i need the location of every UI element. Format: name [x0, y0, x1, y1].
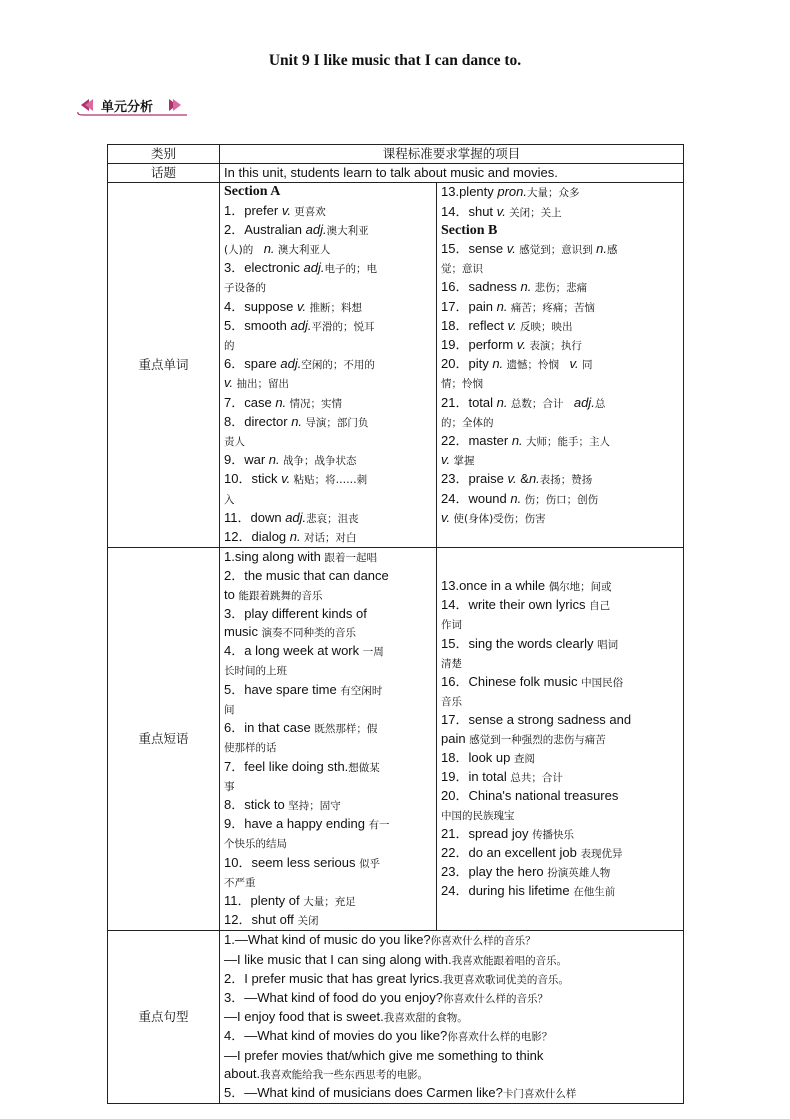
word-text: 推断；料想: [306, 301, 362, 314]
word-text: 导演；部门负: [302, 416, 369, 429]
phrases-left-cell: [220, 548, 437, 931]
english-text: 20．China's national treasures: [441, 788, 619, 804]
words-category: 重点单词: [108, 183, 220, 548]
word-text: 总数；合计: [507, 397, 574, 410]
part-of-speech: n.: [596, 241, 607, 257]
sentence-line: [224, 970, 679, 989]
english-text: 9．have a happy ending: [224, 816, 369, 832]
word-text: 对话；对白: [300, 532, 357, 545]
word-line: [224, 355, 432, 374]
words-right-list: [441, 240, 679, 528]
unit-analysis-badge: [75, 94, 189, 116]
english-text: 4．a long week at work: [224, 643, 363, 659]
word-text: 22．master: [441, 433, 512, 449]
chinese-gloss: 有一: [368, 819, 390, 832]
word-line: [224, 202, 432, 221]
word-line: [441, 278, 679, 297]
english-text: 18．look up: [441, 749, 514, 765]
english-text: 19．in total: [441, 769, 511, 785]
sentence-line: [224, 1008, 679, 1027]
sentence-line: [224, 931, 679, 950]
part-of-speech: n.: [496, 394, 508, 410]
word-text: 责人: [224, 436, 245, 449]
part-of-speech: adj.: [303, 260, 325, 276]
english-text: 8．stick to: [224, 796, 289, 812]
chinese-gloss: 表现优异: [580, 847, 623, 860]
phrases-right-cell: [437, 548, 684, 931]
phrase-line: [224, 661, 432, 680]
word-text: 情况；实情: [286, 397, 342, 410]
english-text: —I like music that I can sing along with.: [224, 951, 452, 967]
word-text: 反映；映出: [516, 320, 573, 333]
word-line: [441, 394, 679, 413]
chinese-gloss: 长时间的上班: [224, 665, 287, 678]
word-line: [224, 394, 432, 413]
chinese-gloss: 清楚: [441, 657, 462, 670]
badge-label: 单元分析: [101, 99, 154, 114]
english-text: 4．—What kind of movies do you like?: [224, 1028, 448, 1044]
sentence-line: [224, 989, 679, 1008]
phrase-line: [441, 577, 679, 596]
english-text: 15．sing the words clearly: [441, 635, 598, 651]
part-of-speech: n.: [510, 490, 522, 506]
word-line: [224, 221, 432, 240]
word-text: 4．suppose: [224, 298, 297, 314]
word-text: &: [516, 471, 529, 487]
chinese-gloss: 总共；合计: [510, 772, 563, 785]
word-line: [224, 490, 432, 509]
part-of-speech: v.: [506, 241, 516, 257]
word-text: 感: [606, 244, 618, 257]
word-line: [224, 509, 432, 528]
sentence-line: [224, 1027, 679, 1046]
phrase-line: [224, 796, 432, 815]
english-text: 10．seem less serious: [224, 854, 360, 870]
word-line: [441, 432, 679, 451]
part-of-speech: n.: [263, 241, 275, 257]
english-text: 2．the music that can dance: [224, 568, 389, 584]
phrase-line: [224, 605, 432, 623]
phrase-line: [441, 654, 679, 673]
word-text: 大量；众多: [527, 187, 580, 200]
word-text: 大师；能手；主人: [522, 436, 610, 449]
english-text: 3．—What kind of food do you enjoy?: [224, 989, 443, 1005]
word-text: 更喜欢: [290, 205, 326, 218]
phrase-line: [441, 882, 679, 901]
word-text: 13.plenty: [441, 184, 498, 200]
sentence-line: [224, 1065, 679, 1084]
word-line: [441, 298, 679, 317]
word-line: [224, 278, 432, 297]
sentence-line: [224, 1084, 679, 1103]
part-of-speech: v.: [569, 356, 579, 372]
phrase-line: [224, 738, 432, 757]
word-text: 遗憾；怜悯: [503, 359, 570, 372]
word-line: [441, 203, 679, 222]
english-text: 22．do an excellent job: [441, 844, 581, 860]
word-text: 16．sadness: [441, 279, 521, 295]
word-line: [224, 528, 432, 547]
phrase-line: [224, 911, 432, 930]
word-text: 总: [594, 397, 606, 410]
phrase-line: [224, 700, 432, 719]
phrase-line: [224, 623, 432, 642]
words-right-cell: [437, 183, 684, 548]
chinese-gloss: 大量；充足: [303, 895, 356, 908]
word-text: 澳大利亚人: [274, 244, 331, 257]
chinese-gloss: 查阅: [514, 752, 535, 765]
chinese-gloss: 感觉到一种强烈的悲伤与痛苦: [469, 733, 606, 746]
part-of-speech: n.: [492, 356, 504, 372]
chinese-gloss: 似乎: [359, 857, 381, 870]
part-of-speech: v.: [281, 202, 291, 218]
part-of-speech: adj.: [280, 356, 302, 372]
part-of-speech: v.: [507, 471, 517, 487]
word-text: 入: [224, 493, 235, 506]
english-text: 2．I prefer music that has great lyrics.: [224, 970, 443, 986]
phrase-line: [224, 642, 432, 661]
chinese-gloss: 偶尔地；间或: [548, 581, 612, 594]
word-text: 电子的；电: [324, 263, 377, 276]
phrase-line: [224, 854, 432, 873]
phrases-right-list: [441, 577, 679, 901]
word-text: 觉；意识: [441, 263, 483, 276]
phrase-line: [224, 567, 432, 585]
syllabus-table: [107, 144, 684, 1104]
word-text: 23．praise: [441, 471, 508, 487]
chinese-gloss: 你喜欢什么样的音乐？: [430, 935, 536, 948]
phrase-line: [224, 815, 432, 834]
word-text: 痛苦；疼痛；苦恼: [507, 301, 595, 314]
word-line: [224, 336, 432, 355]
sentences-row: [108, 931, 684, 1104]
english-text: 21．spread joy: [441, 825, 533, 841]
word-text: 粘贴；将……刺: [290, 474, 368, 487]
chinese-gloss: 我喜欢能跟着唱的音乐。: [451, 954, 568, 967]
english-text: 3．play different kinds of: [224, 605, 367, 621]
chinese-gloss: 扮演英雄人物: [547, 867, 611, 880]
words-left-list: [224, 202, 432, 548]
part-of-speech: n.: [291, 413, 303, 429]
phrase-line: [224, 586, 432, 605]
phrase-line: [224, 873, 432, 892]
english-text: —I prefer movies that/which give me something to think: [224, 1047, 544, 1063]
word-line: [224, 240, 432, 259]
sentences-list: [224, 931, 679, 1103]
part-of-speech: v.: [496, 203, 506, 219]
part-of-speech: pron.: [497, 184, 528, 200]
phrase-line: [224, 834, 432, 853]
english-text: pain: [441, 730, 470, 746]
phrase-line: [441, 787, 679, 805]
word-text: 12．dialog: [224, 529, 290, 545]
word-line: [224, 317, 432, 336]
english-text: 13.once in a while: [441, 578, 549, 594]
english-text: 12．shut off: [224, 912, 298, 928]
chinese-gloss: 关闭: [297, 915, 319, 928]
part-of-speech: n.: [289, 529, 301, 545]
chinese-gloss: 个快乐的结局: [224, 838, 287, 851]
word-line: [441, 413, 679, 432]
chinese-gloss: 既然那样；假: [314, 723, 378, 736]
word-line: [224, 432, 432, 451]
chinese-gloss: 使那样的话: [224, 742, 277, 755]
chinese-gloss: 音乐: [441, 696, 462, 709]
word-text: 2．Australian: [224, 221, 306, 237]
word-text: 子设备的: [224, 282, 266, 295]
phrase-line: [441, 673, 679, 692]
part-of-speech: adj.: [285, 509, 307, 525]
word-text: 悲哀；沮丧: [306, 512, 359, 525]
word-text: 平滑的；悦耳: [311, 320, 375, 333]
chinese-gloss: 卡门喜欢什么样: [502, 1087, 577, 1100]
english-text: about.: [224, 1065, 261, 1081]
word-line: [441, 183, 679, 202]
chinese-gloss: 中国民俗: [581, 677, 624, 690]
word-line: [224, 374, 432, 393]
chinese-gloss: 一周: [362, 646, 384, 659]
english-text: 11．plenty of: [224, 892, 304, 908]
phrase-line: [441, 806, 679, 825]
chinese-gloss: 传播快乐: [532, 828, 575, 841]
word-text: 空闲的；不用的: [301, 359, 375, 372]
english-text: music: [224, 624, 262, 640]
word-text: 21．total: [441, 394, 497, 410]
topic-category: 话题: [108, 164, 220, 183]
english-text: 5．—What kind of musicians does Carmen like?: [224, 1084, 503, 1100]
english-text: —I enjoy food that is sweet.: [224, 1009, 384, 1025]
word-line: [441, 509, 679, 528]
phrase-line: [441, 730, 679, 749]
table-header-row: [108, 145, 684, 164]
chinese-gloss: 你喜欢什么样的音乐？: [442, 992, 548, 1005]
word-line: [224, 298, 432, 317]
sentences-category: 重点句型: [108, 931, 220, 1104]
word-line: [441, 317, 679, 336]
word-line: [224, 259, 432, 278]
part-of-speech: v.: [281, 471, 291, 487]
word-line: [441, 374, 679, 393]
phrase-line: [224, 777, 432, 796]
phrase-line: [441, 749, 679, 768]
header-items: 课程标准要求掌握的项目: [220, 145, 684, 164]
word-text: 表演；执行: [526, 340, 582, 353]
part-of-speech: adj.: [290, 317, 312, 333]
english-text: to: [224, 586, 239, 602]
phrase-line: [224, 719, 432, 738]
word-text: 19．perform: [441, 337, 517, 353]
chinese-gloss: 不严重: [224, 876, 256, 889]
word-text: 11．down: [224, 509, 286, 525]
chinese-gloss: 自己: [589, 600, 611, 613]
word-line: [441, 336, 679, 355]
word-text: 1．prefer: [224, 202, 282, 218]
word-text: 的；全体的: [441, 416, 494, 429]
word-text: 伤；伤口；创伤: [521, 493, 599, 506]
phrase-line: [441, 844, 679, 863]
chinese-gloss: 唱词: [597, 638, 619, 651]
phrase-line: [441, 615, 679, 634]
word-text: 表扬；赞扬: [539, 474, 593, 487]
word-line: [224, 451, 432, 470]
chinese-gloss: 间: [224, 703, 235, 716]
english-text: 1.sing along with: [224, 549, 325, 565]
word-text: 20．pity: [441, 356, 493, 372]
word-text: 悲伤；悲痛: [531, 282, 588, 295]
words-right-top-list: [441, 183, 679, 221]
chinese-gloss: 中国的民族瑰宝: [441, 809, 515, 822]
chinese-gloss: 能跟着跳舞的音乐: [238, 589, 323, 602]
chinese-gloss: 我更喜欢歌词优美的音乐。: [442, 973, 569, 986]
word-text: 18．reflect: [441, 317, 508, 333]
chinese-gloss: 我喜欢能给我一些东西思考的电影。: [260, 1068, 429, 1081]
english-text: 14．write their own lyrics: [441, 597, 590, 613]
word-text: 3．electronic: [224, 260, 304, 276]
phrase-line: [224, 892, 432, 911]
word-text: 14．shut: [441, 203, 497, 219]
word-line: [441, 470, 679, 489]
part-of-speech: v.: [441, 509, 451, 525]
chinese-gloss: 在他生前: [573, 886, 616, 899]
english-text: 16．Chinese folk music: [441, 674, 582, 690]
word-text: 的: [224, 340, 235, 353]
english-text: 6．in that case: [224, 720, 315, 736]
chinese-gloss: 我喜欢甜的食物。: [383, 1012, 468, 1025]
word-text: 同: [578, 359, 593, 372]
phrase-line: [224, 758, 432, 777]
word-line: [441, 490, 679, 509]
sentence-line: [224, 951, 679, 970]
word-text: 抽出；留出: [233, 378, 289, 391]
topic-text: In this unit, students learn to talk about music and movies.: [220, 164, 684, 183]
phrase-line: [441, 692, 679, 711]
page-title: Unit 9 I like music that I can dance to.: [268, 52, 522, 69]
word-text: 5．smooth: [224, 317, 291, 333]
topic-row: [108, 164, 684, 183]
phrase-line: [224, 681, 432, 700]
word-text: 关闭；关上: [505, 206, 562, 219]
phrase-line: [441, 596, 679, 615]
part-of-speech: n.: [528, 471, 540, 487]
word-text: 情；怜悯: [441, 378, 483, 391]
word-text: 感觉到；意识到: [515, 244, 597, 257]
word-line: [441, 451, 679, 470]
part-of-speech: v.: [297, 298, 307, 314]
part-of-speech: adj.: [305, 221, 327, 237]
phrase-line: [441, 711, 679, 729]
word-line: [441, 240, 679, 259]
english-text: 5．have spare time: [224, 681, 341, 697]
chinese-gloss: 跟着一起唱: [324, 552, 377, 565]
header-category: 类别: [108, 145, 220, 164]
chinese-gloss: 你喜欢什么样的电影？: [447, 1031, 553, 1044]
phrase-line: [224, 548, 432, 567]
word-line: [441, 259, 679, 278]
english-text: 7．feel like doing sth.: [224, 758, 349, 774]
part-of-speech: n.: [496, 298, 508, 314]
word-text: 15．sense: [441, 241, 507, 257]
word-text: 8．director: [224, 413, 292, 429]
word-text: 澳大利亚: [326, 224, 369, 237]
chinese-gloss: 有空闲时: [340, 684, 383, 697]
word-line: [224, 413, 432, 432]
word-text: 使(身体)受伤；伤害: [450, 512, 546, 525]
chinese-gloss: 坚持；固守: [288, 799, 341, 812]
section-b-heading: Section B: [441, 222, 498, 238]
word-line: [224, 470, 432, 489]
part-of-speech: v.: [516, 337, 527, 353]
phrase-line: [441, 768, 679, 787]
part-of-speech: n.: [520, 279, 532, 295]
english-text: 24．during his lifetime: [441, 883, 574, 899]
sentence-line: [224, 1047, 679, 1065]
word-text: 24．wound: [441, 490, 511, 506]
words-left-cell: [220, 183, 437, 548]
english-text: 17．sense a strong sadness and: [441, 712, 632, 728]
word-text: 掌握: [450, 455, 475, 468]
phrase-line: [441, 863, 679, 882]
word-text: 10．stick: [224, 471, 282, 487]
word-line: [441, 355, 679, 374]
chinese-gloss: 事: [224, 780, 235, 793]
sentences-cell: [220, 931, 684, 1104]
word-text: 9．war: [224, 452, 269, 468]
part-of-speech: v.: [507, 317, 517, 333]
word-text: (人)的: [224, 244, 264, 257]
phrases-row: [108, 548, 684, 931]
chinese-gloss: 想做某: [348, 761, 380, 774]
phrase-line: [441, 825, 679, 844]
part-of-speech: adj.: [573, 394, 595, 410]
word-text: 17．pain: [441, 298, 497, 314]
part-of-speech: n.: [268, 452, 280, 468]
chinese-gloss: 演奏不同种类的音乐: [261, 627, 357, 640]
words-row: [108, 183, 684, 548]
section-a-heading: Section A: [224, 184, 281, 200]
word-text: 6．spare: [224, 356, 281, 372]
chinese-gloss: 作词: [441, 619, 462, 632]
word-text: 战争；战争状态: [279, 455, 357, 468]
phrase-line: [441, 635, 679, 654]
english-text: 1.—What kind of music do you like?: [224, 932, 431, 948]
phrases-left-list: [224, 548, 432, 930]
word-text: 7．case: [224, 394, 276, 410]
part-of-speech: n.: [511, 433, 523, 449]
phrases-category: 重点短语: [108, 548, 220, 931]
part-of-speech: v.: [441, 452, 451, 468]
part-of-speech: n.: [275, 394, 287, 410]
part-of-speech: v.: [224, 375, 234, 391]
english-text: 23．play the hero: [441, 864, 548, 880]
